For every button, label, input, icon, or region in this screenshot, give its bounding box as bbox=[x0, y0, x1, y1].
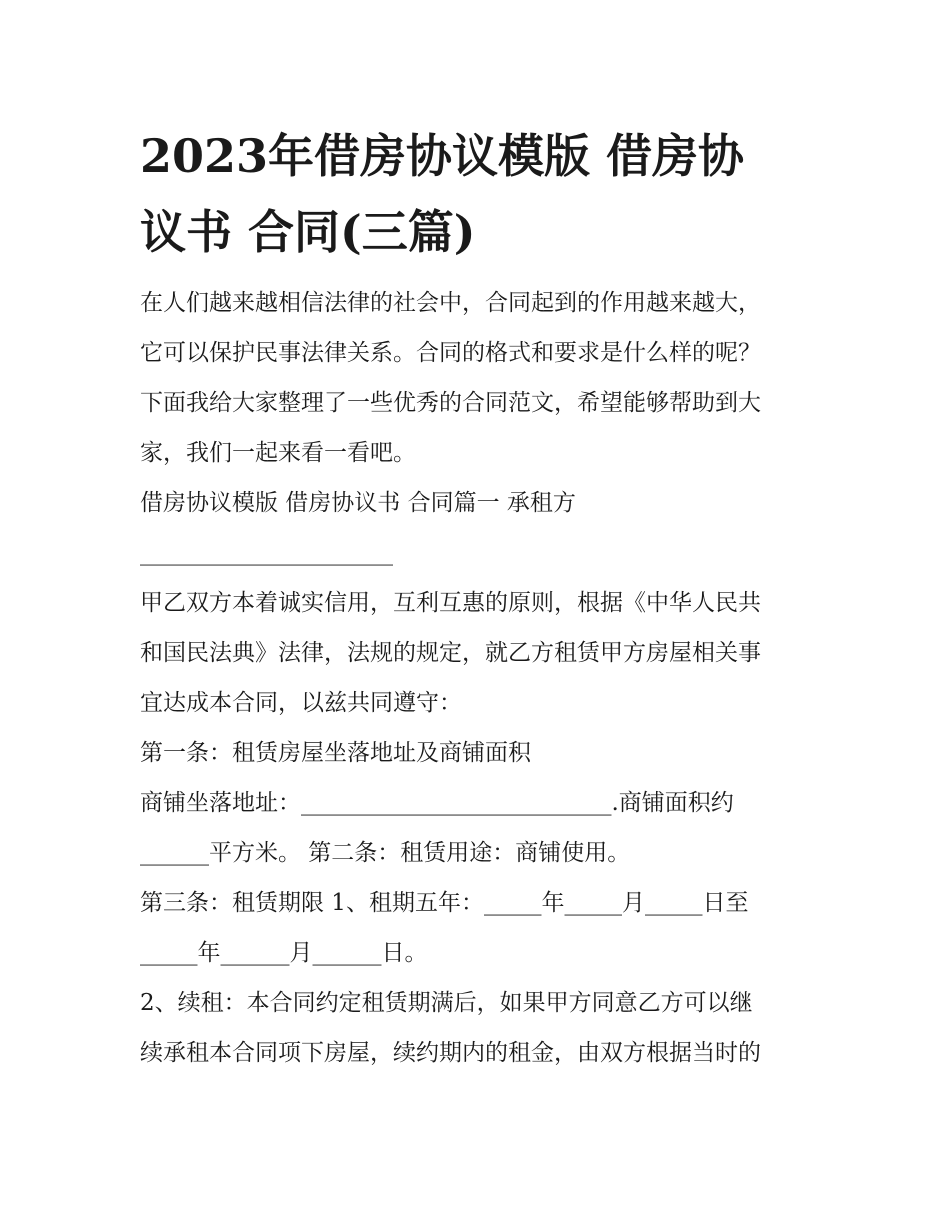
title-line-2: 议书 合同(三篇) bbox=[140, 205, 476, 259]
title-line-1: 2023年借房协议模版 借房协 bbox=[140, 129, 745, 183]
intro-line-3: 下面我给大家整理了一些优秀的合同范文，希望能够帮助到大 bbox=[140, 390, 761, 416]
intro-line-2: 它可以保护民事法律关系。合同的格式和要求是什么样的呢？ bbox=[140, 340, 761, 366]
renewal-line-1: 2、续租：本合同约定租赁期满后，如果甲方同意乙方可以继 bbox=[140, 990, 753, 1016]
document-title bbox=[140, 118, 820, 270]
intro-line-4: 家，我们一起来看一看吧。 bbox=[140, 440, 416, 466]
document-page bbox=[140, 118, 820, 1078]
tenant-blank-line: ______________________ bbox=[140, 540, 393, 566]
section-heading-1: 借房协议模版 借房协议书 合同篇一 承租方 bbox=[140, 490, 576, 516]
contract-line-1: 甲乙双方本着诚实信用，互利互惠的原则，根据《中华人民共 bbox=[140, 590, 761, 616]
shop-area-line: ______平方米。 第二条：租赁用途：商铺使用。 bbox=[140, 840, 631, 866]
renewal-line-2: 续承租本合同项下房屋，续约期内的租金，由双方根据当时的 bbox=[140, 1040, 761, 1066]
article-3-line-2: _____年______月______日。 bbox=[140, 940, 428, 966]
contract-line-2: 和国民法典》法律，法规的规定，就乙方租赁甲方房屋相关事 bbox=[140, 640, 761, 666]
article-1-heading: 第一条：租赁房屋坐落地址及商铺面积 bbox=[140, 740, 531, 766]
article-3-line-1: 第三条：租赁期限 1、租期五年：_____年_____月_____日至 bbox=[140, 890, 749, 916]
contract-line-3: 宜达成本合同，以兹共同遵守： bbox=[140, 690, 462, 716]
shop-address-line: 商铺坐落地址：___________________________.商铺面积约 bbox=[140, 790, 734, 816]
intro-line-1: 在人们越来越相信法律的社会中，合同起到的作用越来越大， bbox=[140, 290, 761, 316]
